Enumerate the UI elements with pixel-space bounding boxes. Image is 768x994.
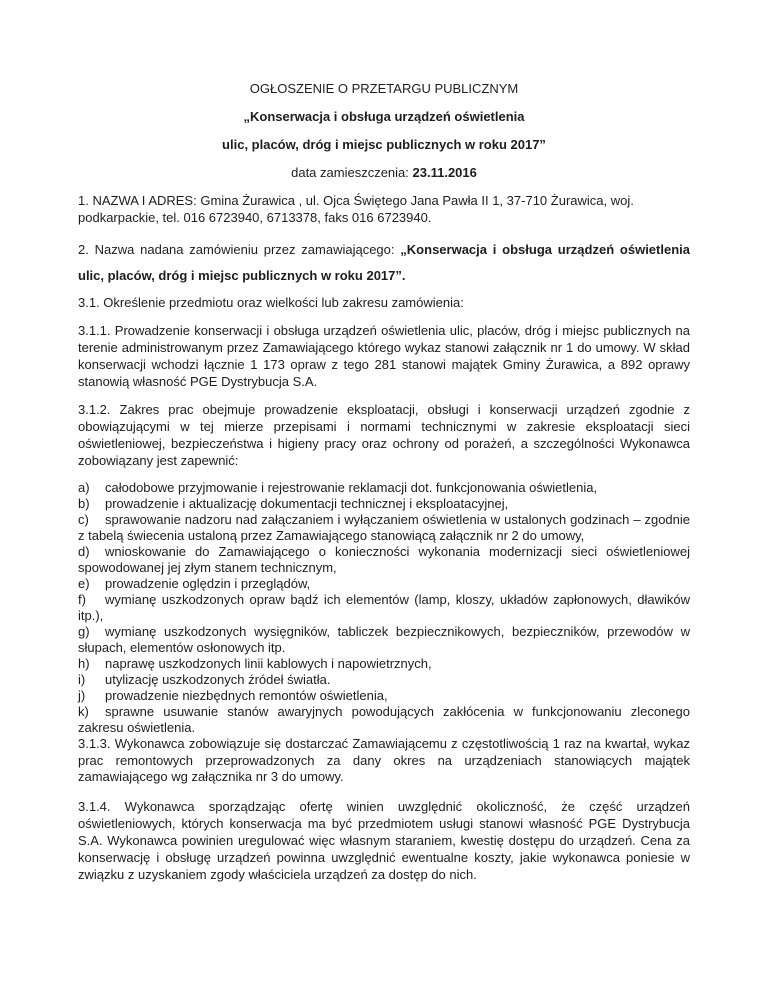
list-item-text: wnioskowanie do Zamawiającego o konieczności wykonania modernizacji sieci oświetleniowej spowodowanej jej złym stanem technicznym, [78, 544, 690, 575]
list-item-text: prowadzenie niezbędnych remontów oświetlenia, [105, 688, 388, 703]
list-item [78, 576, 690, 592]
section-3-1-heading: 3.1. Określenie przedmiotu oraz wielkości lub zakresu zamówienia: [78, 295, 464, 310]
list-item-text: sprawowanie nadzoru nad załączaniem i wyłączaniem oświetlenia w ustalonych godzinach – zgodnie z tabelą świecenia ustaloną przez Zamawiającego stanowiącą załącznik nr 2 do umowy, [78, 512, 690, 543]
tender-announcement-document [78, 80, 690, 883]
list-item-marker: h) [78, 656, 90, 671]
publication-date-label: data zamieszczenia: [291, 165, 413, 180]
publication-date-value: 23.11.2016 [412, 165, 477, 180]
list-item [78, 688, 690, 704]
list-item-marker: f) [78, 592, 86, 607]
order-name-intro-line [78, 237, 690, 263]
list-item-marker: d) [78, 544, 90, 559]
paragraph-3-1-1: 3.1.1. Prowadzenie konserwacji i obsługa urządzeń oświetlenia ulic, placów, dróg i miejsc publicznych na terenie administrowanym przez Zamawiającego którego wykaz stanowi załącznik nr 1 do umowy. W skład konserwacji wchodzi łącznie 1 173 opraw z tego 281 stanowi majątek Gminy Żurawica, a 892 oprawy stanowią własność PGE Dystrybucja S.A. [78, 323, 690, 389]
order-name-intro: 2. Nazwa nadana zamówieniu przez zamawiającego: [78, 242, 401, 257]
list-item-text: wymianę uszkodzonych opraw bądź ich elementów (lamp, kloszy, układów zapłonowych, dławików itp.), [78, 592, 690, 623]
list-item-text: naprawę uszkodzonych linii kablowych i napowietrznych, [105, 656, 432, 671]
list-item [78, 656, 690, 672]
list-item [78, 512, 690, 544]
order-name-bold-part1: „Konserwacja i obsługa urządzeń oświetlenia [400, 242, 690, 257]
list-item-marker: k) [78, 704, 89, 719]
list-item [78, 672, 690, 688]
list-item-marker: e) [78, 576, 90, 591]
list-item-text: utylizację uszkodzonych źródeł światła. [105, 672, 331, 687]
list-item-marker: g) [78, 624, 90, 639]
list-item [78, 704, 690, 736]
list-item-marker: a) [78, 480, 90, 495]
document-title: OGŁOSZENIE O PRZETARGU PUBLICZNYM [249, 81, 519, 96]
list-item-marker: i) [78, 672, 86, 687]
paragraph-3-1-4: 3.1.4. Wykonawca sporządzając ofertę winien uwzględnić okoliczność, że część urządzeń oświetleniowych, których konserwacja ma być przedmiotem usługi stanowi własność PGE Dystrybucja S.A. Wykonawca powinien uregulować więc własnym staraniem, kwestię dostępu do urządzeń. Cena za konserwację i obsługę urządzeń powinna uwzględnić ewentualne koszty, jakie wykonawca poniesie w związku z uzyskaniem zgody właściciela urządzeń za dostęp do nich. [78, 798, 690, 882]
paragraph-order-name [78, 237, 690, 289]
list-item-marker: b) [78, 496, 90, 511]
list-item-text: prowadzenie oględzin i przeglądów, [105, 576, 311, 591]
document-subtitle-line1: „Konserwacja i obsługa urządzeń oświetlenia [243, 109, 525, 124]
obligation-list [78, 480, 690, 736]
paragraph-name-and-address: 1. NAZWA I ADRES: Gmina Żurawica , ul. Ojca Świętego Jana Pawła II 1, 37-710 Żurawica, woj. podkarpackie, tel. 016 6723940, 6713378, faks 016 6723940. [78, 193, 634, 225]
order-name-bold-part2: ulic, placów, dróg i miejsc publicznych w roku 2017”. [78, 268, 406, 283]
list-item [78, 480, 690, 496]
document-subtitle-line2: ulic, placów, dróg i miejsc publicznych w roku 2017” [222, 137, 546, 152]
list-item [78, 624, 690, 656]
list-item-marker: c) [78, 512, 89, 527]
list-item-text: całodobowe przyjmowanie i rejestrowanie reklamacji dot. funkcjonowania oświetlenia, [105, 480, 598, 495]
list-item [78, 592, 690, 624]
list-item-text: prowadzenie i aktualizację dokumentacji technicznej i eksploatacyjnej, [105, 496, 509, 511]
paragraph-3-1-2: 3.1.2. Zakres prac obejmuje prowadzenie eksploatacji, obsługi i konserwacji urządzeń zgodnie z obowiązującymi w tej mierze przepisami i normami technicznymi w zakresie eksploatacji sieci oświetleniowej, bezpieczeństwa i higieny pracy oraz ochrony od porażeń, a szczególności Wykonawca zobowiązany jest zapewnić: [78, 402, 690, 468]
list-item-text: sprawne usuwanie stanów awaryjnych powodujących zakłócenia w funkcjonowaniu zleconego zakresu oświetlenia. [78, 704, 690, 735]
paragraph-3-1-3: 3.1.3. Wykonawca zobowiązuje się dostarczać Zamawiającemu z częstotliwością 1 raz na kwartał, wykaz prac remontowych przeprowadzonych za dany okres na urządzeniach stanowiących majątek zamawiającego wg załącznika nr 3 do umowy. [78, 736, 690, 784]
list-item [78, 544, 690, 576]
list-item-marker: j) [78, 688, 86, 703]
list-item [78, 496, 690, 512]
publication-date-line [78, 164, 690, 181]
list-item-text: wymianę uszkodzonych wysięgników, tabliczek bezpiecznikowych, bezpieczników, przewodów w słupach, elementów osłonowych itp. [78, 624, 690, 655]
